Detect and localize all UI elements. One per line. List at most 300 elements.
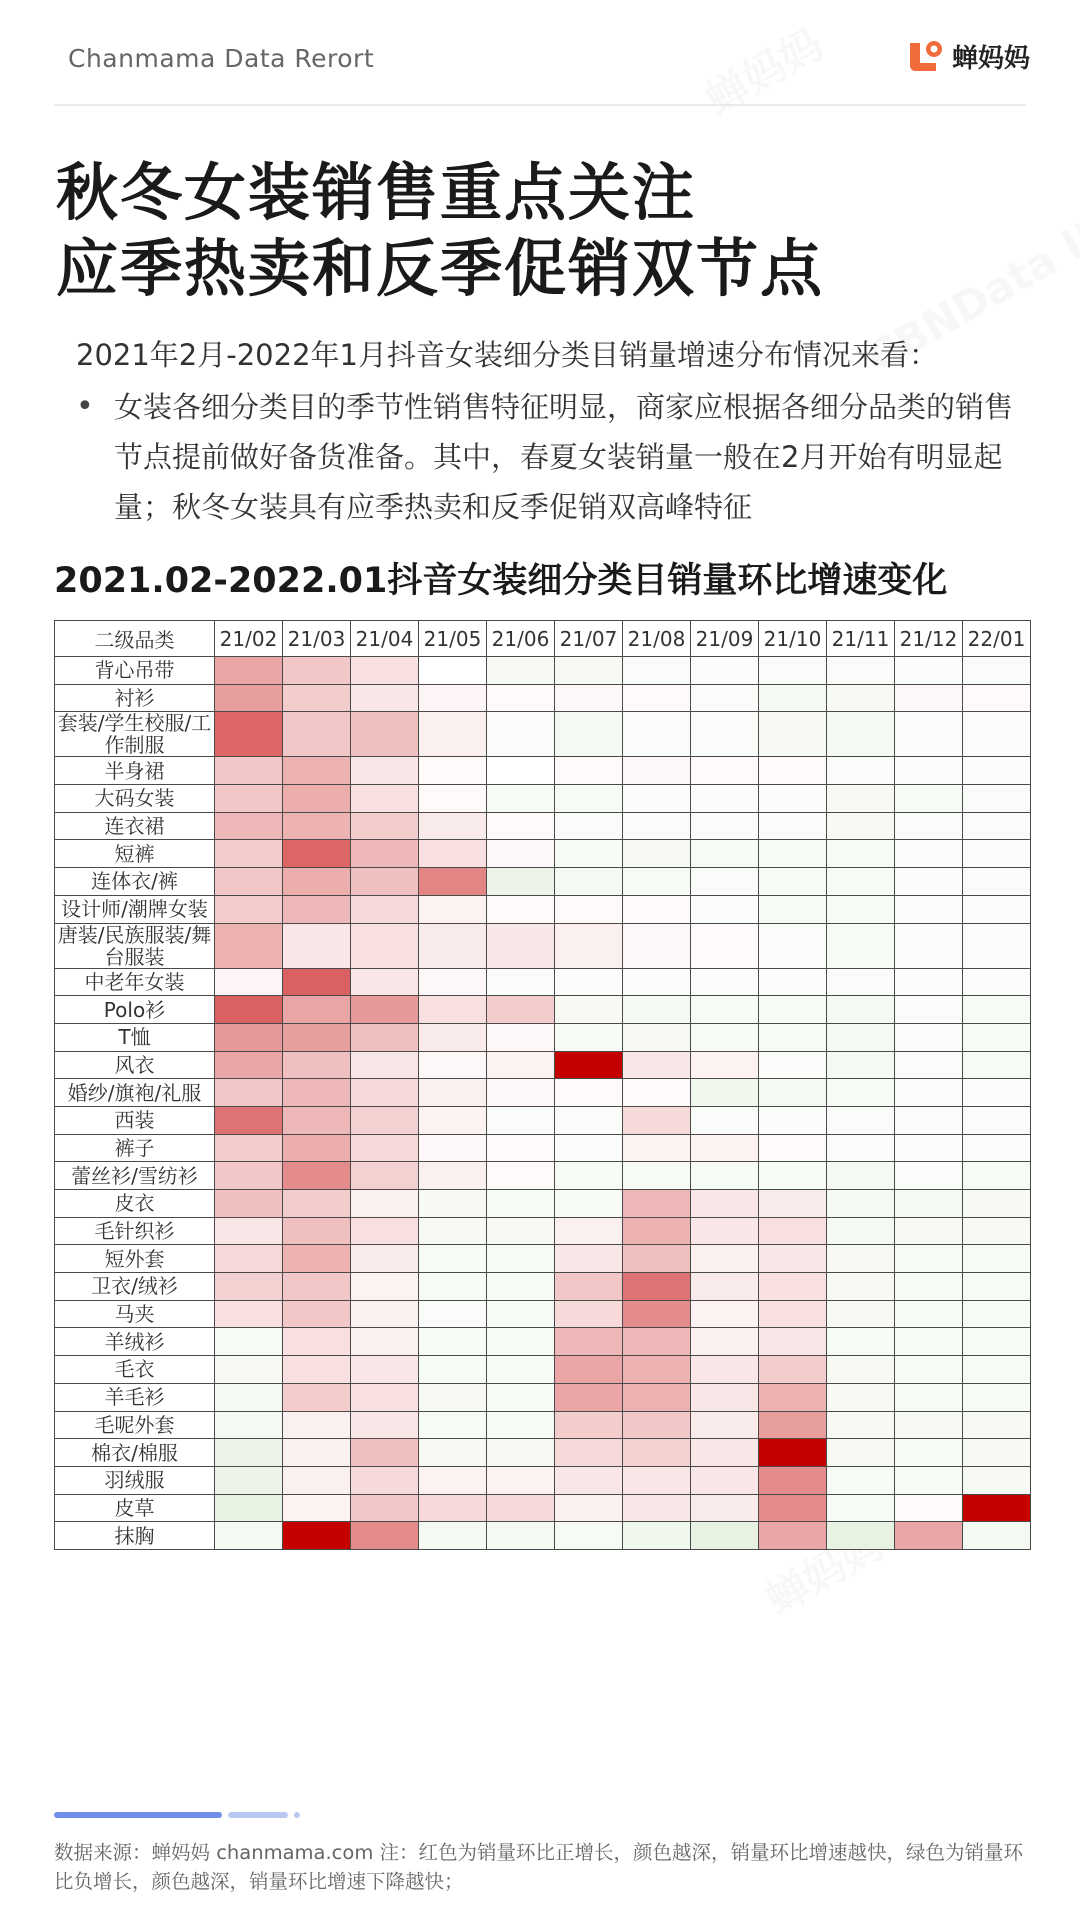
- heatmap-cell: [555, 868, 623, 896]
- heatmap-cell: [963, 1383, 1031, 1411]
- heatmap-cell: [555, 1134, 623, 1162]
- heatmap-cell: [827, 1411, 895, 1439]
- heatmap-cell: [691, 1134, 759, 1162]
- table-row: [55, 785, 1031, 813]
- heatmap-cell: [623, 757, 691, 785]
- heatmap-cell: [283, 840, 351, 868]
- heatmap-cell: [623, 1383, 691, 1411]
- heatmap-cell: [623, 1466, 691, 1494]
- heatmap-cell: [351, 1134, 419, 1162]
- heatmap-cell: [827, 1328, 895, 1356]
- heatmap-cell: [759, 712, 827, 757]
- heatmap-cell: [691, 895, 759, 923]
- heatmap-cell: [895, 1356, 963, 1384]
- heatmap-cell: [419, 1079, 487, 1107]
- table-row: [55, 1079, 1031, 1107]
- heatmap-cell: [555, 895, 623, 923]
- category-label: 衬衫: [55, 684, 215, 712]
- heatmap-cell: [215, 1383, 283, 1411]
- category-label: Polo衫: [55, 996, 215, 1024]
- heatmap-cell: [691, 1356, 759, 1384]
- heatmap-cell: [827, 968, 895, 996]
- category-label: 羊毛衫: [55, 1383, 215, 1411]
- heatmap-cell: [487, 684, 555, 712]
- heatmap-cell: [691, 868, 759, 896]
- heatmap-cell: [895, 1522, 963, 1550]
- table-row: [55, 1328, 1031, 1356]
- heatmap-cell: [759, 812, 827, 840]
- heatmap-cell: [895, 923, 963, 968]
- heatmap-cell: [759, 1217, 827, 1245]
- heatmap-cell: [623, 1051, 691, 1079]
- heatmap-cell: [691, 996, 759, 1024]
- heatmap-cell: [759, 996, 827, 1024]
- heatmap-cell: [759, 1134, 827, 1162]
- heatmap-cell: [623, 1079, 691, 1107]
- month-header: 21/07: [555, 621, 623, 657]
- heatmap-cell: [487, 1051, 555, 1079]
- category-label: 套装/学生校服/工作制服: [55, 712, 215, 757]
- heatmap-cell: [623, 923, 691, 968]
- heatmap-cell: [487, 1522, 555, 1550]
- heatmap-cell: [895, 996, 963, 1024]
- heatmap-cell: [963, 1411, 1031, 1439]
- heatmap-cell: [283, 712, 351, 757]
- category-label: 设计师/潮牌女装: [55, 895, 215, 923]
- heatmap-cell: [215, 895, 283, 923]
- heatmap-cell: [691, 684, 759, 712]
- heatmap-cell: [691, 1051, 759, 1079]
- heatmap-cell: [419, 996, 487, 1024]
- heatmap-cell: [623, 1494, 691, 1522]
- heatmap-cell: [487, 1300, 555, 1328]
- heatmap-cell: [895, 1023, 963, 1051]
- heatmap-cell: [555, 1300, 623, 1328]
- heatmap-cell: [487, 785, 555, 813]
- heatmap-cell: [623, 1217, 691, 1245]
- category-label: 连衣裙: [55, 812, 215, 840]
- heatmap-cell: [827, 1273, 895, 1301]
- heatmap-cell: [759, 1522, 827, 1550]
- heatmap-cell: [555, 996, 623, 1024]
- category-label: 皮草: [55, 1494, 215, 1522]
- heatmap-cell: [283, 895, 351, 923]
- heatmap-cell: [215, 684, 283, 712]
- table-row: [55, 895, 1031, 923]
- heatmap-cell: [555, 1466, 623, 1494]
- heatmap-cell: [555, 785, 623, 813]
- heatmap-cell: [351, 1494, 419, 1522]
- month-header: 21/08: [623, 621, 691, 657]
- heatmap-cell: [759, 1439, 827, 1467]
- heatmap-cell: [419, 1356, 487, 1384]
- heatmap-cell: [623, 712, 691, 757]
- table-row: [55, 1051, 1031, 1079]
- heatmap-cell: [963, 1300, 1031, 1328]
- heatmap-cell: [827, 1190, 895, 1218]
- heatmap-cell: [963, 895, 1031, 923]
- corner-label: 二级品类: [55, 621, 215, 657]
- heatmap-cell: [351, 1300, 419, 1328]
- heatmap-cell: [691, 657, 759, 685]
- heatmap-cell: [895, 684, 963, 712]
- category-label: 毛衣: [55, 1356, 215, 1384]
- month-header: 21/11: [827, 621, 895, 657]
- heatmap-cell: [827, 785, 895, 813]
- heatmap-cell: [487, 812, 555, 840]
- heatmap-cell: [827, 1217, 895, 1245]
- heatmap-cell: [827, 996, 895, 1024]
- heatmap-cell: [759, 1466, 827, 1494]
- heatmap-cell: [487, 1245, 555, 1273]
- heatmap-cell: [215, 1328, 283, 1356]
- heatmap-cell: [215, 1051, 283, 1079]
- heatmap-cell: [215, 923, 283, 968]
- heatmap-cell: [215, 1494, 283, 1522]
- heatmap-cell: [895, 1190, 963, 1218]
- table-row: [55, 1383, 1031, 1411]
- heatmap-cell: [215, 1356, 283, 1384]
- heatmap-cell: [963, 1079, 1031, 1107]
- heatmap-cell: [487, 1106, 555, 1134]
- heatmap-cell: [351, 812, 419, 840]
- heatmap-cell: [623, 785, 691, 813]
- heatmap-cell: [963, 1190, 1031, 1218]
- table-row: [55, 996, 1031, 1024]
- table-row: [55, 923, 1031, 968]
- heatmap-cell: [759, 895, 827, 923]
- category-label: 抹胸: [55, 1522, 215, 1550]
- heatmap-cell: [827, 684, 895, 712]
- heatmap-cell: [419, 1217, 487, 1245]
- heatmap-cell: [895, 1494, 963, 1522]
- heatmap-cell: [419, 1190, 487, 1218]
- heatmap-cell: [555, 684, 623, 712]
- month-header: 22/01: [963, 621, 1031, 657]
- table-row: [55, 1023, 1031, 1051]
- category-label: 婚纱/旗袍/礼服: [55, 1079, 215, 1107]
- heatmap-cell: [691, 1190, 759, 1218]
- heatmap-table: [54, 620, 1031, 1550]
- heatmap-cell: [691, 1411, 759, 1439]
- heatmap-cell: [351, 895, 419, 923]
- heatmap-cell: [215, 1106, 283, 1134]
- heatmap-cell: [827, 1245, 895, 1273]
- heatmap-cell: [691, 1300, 759, 1328]
- category-label: T恤: [55, 1023, 215, 1051]
- heatmap-cell: [487, 1356, 555, 1384]
- heatmap-cell: [419, 812, 487, 840]
- heatmap-cell: [759, 785, 827, 813]
- category-label: 大码女装: [55, 785, 215, 813]
- heatmap-cell: [691, 1106, 759, 1134]
- heatmap-cell: [215, 868, 283, 896]
- heatmap-cell: [555, 840, 623, 868]
- heatmap-cell: [759, 923, 827, 968]
- category-label: 中老年女装: [55, 968, 215, 996]
- heatmap-cell: [623, 1190, 691, 1218]
- heatmap-cell: [555, 1356, 623, 1384]
- footer-bar-dark: [54, 1812, 222, 1818]
- heatmap-cell: [283, 1522, 351, 1550]
- heatmap-cell: [419, 1328, 487, 1356]
- heatmap-cell: [283, 1439, 351, 1467]
- month-header: 21/09: [691, 621, 759, 657]
- heatmap-cell: [419, 1162, 487, 1190]
- heatmap-cell: [691, 923, 759, 968]
- heatmap-cell: [623, 840, 691, 868]
- heatmap-cell: [963, 1023, 1031, 1051]
- heatmap-cell: [283, 757, 351, 785]
- heatmap-cell: [555, 1411, 623, 1439]
- month-header: 21/12: [895, 621, 963, 657]
- heatmap-cell: [623, 996, 691, 1024]
- heatmap-cell: [283, 657, 351, 685]
- brand-logo: [906, 38, 1030, 75]
- month-header: 21/02: [215, 621, 283, 657]
- heatmap-cell: [827, 712, 895, 757]
- bullet-point: [76, 382, 1016, 532]
- heatmap-cell: [555, 1051, 623, 1079]
- heatmap-cell: [419, 1023, 487, 1051]
- heatmap-cell: [827, 1300, 895, 1328]
- heatmap-cell: [283, 1273, 351, 1301]
- heatmap-cell: [215, 1162, 283, 1190]
- heatmap-cell: [351, 996, 419, 1024]
- heatmap-cell: [895, 1383, 963, 1411]
- heatmap-cell: [963, 1217, 1031, 1245]
- heatmap-cell: [351, 840, 419, 868]
- heatmap-cell: [827, 1439, 895, 1467]
- heatmap-cell: [691, 785, 759, 813]
- heatmap-cell: [215, 1190, 283, 1218]
- heatmap-cell: [895, 868, 963, 896]
- heatmap-cell: [963, 684, 1031, 712]
- heatmap-cell: [487, 1023, 555, 1051]
- heatmap-cell: [759, 1328, 827, 1356]
- heatmap-cell: [895, 785, 963, 813]
- heatmap-cell: [487, 840, 555, 868]
- heatmap-cell: [623, 1522, 691, 1550]
- heatmap-cell: [895, 1079, 963, 1107]
- heatmap-cell: [487, 1079, 555, 1107]
- category-label: 半身裙: [55, 757, 215, 785]
- category-label: 蕾丝衫/雪纺衫: [55, 1162, 215, 1190]
- heatmap-cell: [283, 1051, 351, 1079]
- heatmap-cell: [623, 1300, 691, 1328]
- heatmap-cell: [895, 757, 963, 785]
- intro-text: 2021年2月-2022年1月抖音女装细分类目销量增速分布情况来看：: [76, 338, 938, 372]
- heatmap-cell: [215, 968, 283, 996]
- heatmap-cell: [963, 712, 1031, 757]
- table-row: [55, 757, 1031, 785]
- heatmap-cell: [963, 1051, 1031, 1079]
- heatmap-cell: [963, 1439, 1031, 1467]
- heatmap-cell: [623, 968, 691, 996]
- heatmap-cell: [963, 968, 1031, 996]
- heatmap-cell: [895, 840, 963, 868]
- heatmap-cell: [691, 1217, 759, 1245]
- heatmap-cell: [487, 1217, 555, 1245]
- heatmap-cell: [895, 1300, 963, 1328]
- heatmap-cell: [487, 1162, 555, 1190]
- heatmap-cell: [215, 712, 283, 757]
- heatmap-cell: [215, 1079, 283, 1107]
- heatmap-cell: [215, 1439, 283, 1467]
- heatmap-cell: [283, 1466, 351, 1494]
- heatmap-cell: [487, 968, 555, 996]
- heatmap-cell: [963, 785, 1031, 813]
- heatmap-cell: [555, 1023, 623, 1051]
- heatmap-cell: [691, 1328, 759, 1356]
- heatmap-cell: [963, 1273, 1031, 1301]
- heatmap-cell: [419, 684, 487, 712]
- heatmap-cell: [487, 895, 555, 923]
- title-line-1: 秋冬女装销售重点关注: [56, 156, 697, 229]
- heatmap-cell: [827, 1466, 895, 1494]
- heatmap-cell: [487, 996, 555, 1024]
- heatmap-cell: [623, 868, 691, 896]
- heatmap-cell: [351, 757, 419, 785]
- heatmap-cell: [555, 1245, 623, 1273]
- heatmap-cell: [283, 1134, 351, 1162]
- bullet-dot-icon: •: [76, 389, 94, 424]
- heatmap-cell: [759, 1494, 827, 1522]
- heatmap-cell: [895, 812, 963, 840]
- heatmap-cell: [487, 1411, 555, 1439]
- heatmap-cell: [487, 657, 555, 685]
- heatmap-cell: [351, 785, 419, 813]
- heatmap-cell: [215, 1134, 283, 1162]
- heatmap-cell: [419, 1300, 487, 1328]
- heatmap-cell: [963, 923, 1031, 968]
- heatmap-cell: [691, 840, 759, 868]
- table-row: [55, 868, 1031, 896]
- heatmap-cell: [691, 1522, 759, 1550]
- table-row: [55, 1162, 1031, 1190]
- category-label: 西装: [55, 1106, 215, 1134]
- heatmap-cell: [895, 1245, 963, 1273]
- heatmap-cell: [895, 1106, 963, 1134]
- heatmap-cell: [351, 868, 419, 896]
- heatmap-cell: [623, 1328, 691, 1356]
- heatmap-cell: [351, 1162, 419, 1190]
- heatmap-cell: [691, 1439, 759, 1467]
- heatmap-cell: [215, 1411, 283, 1439]
- heatmap-cell: [487, 868, 555, 896]
- heatmap-cell: [895, 1466, 963, 1494]
- heatmap-cell: [419, 1245, 487, 1273]
- heatmap-cell: [827, 1051, 895, 1079]
- heatmap-cell: [623, 1134, 691, 1162]
- heatmap-cell: [419, 657, 487, 685]
- heatmap-cell: [623, 1411, 691, 1439]
- heatmap-cell: [623, 1273, 691, 1301]
- heatmap-cell: [283, 923, 351, 968]
- heatmap-cell: [283, 1162, 351, 1190]
- heatmap-cell: [351, 1383, 419, 1411]
- heatmap-cell: [419, 840, 487, 868]
- heatmap-cell: [351, 1023, 419, 1051]
- heatmap-cell: [283, 996, 351, 1024]
- footer-bar-dot: [294, 1812, 300, 1818]
- heatmap-cell: [691, 1494, 759, 1522]
- heatmap-cell: [419, 968, 487, 996]
- heatmap-cell: [487, 1439, 555, 1467]
- heatmap-cell: [963, 1162, 1031, 1190]
- month-header: 21/03: [283, 621, 351, 657]
- heatmap-cell: [691, 1383, 759, 1411]
- heatmap-cell: [759, 1023, 827, 1051]
- heatmap-cell: [759, 1300, 827, 1328]
- month-header: 21/04: [351, 621, 419, 657]
- table-row: [55, 1300, 1031, 1328]
- heatmap-cell: [963, 1494, 1031, 1522]
- heatmap-cell: [623, 1162, 691, 1190]
- heatmap-cell: [283, 1494, 351, 1522]
- heatmap-cell: [351, 923, 419, 968]
- heatmap-cell: [215, 840, 283, 868]
- heatmap-cell: [419, 1494, 487, 1522]
- heatmap-cell: [827, 923, 895, 968]
- category-label: 风衣: [55, 1051, 215, 1079]
- heatmap-cell: [487, 1328, 555, 1356]
- heatmap-cell: [215, 1273, 283, 1301]
- heatmap-cell: [759, 1245, 827, 1273]
- heatmap-cell: [895, 712, 963, 757]
- heatmap-cell: [895, 1411, 963, 1439]
- heatmap-cell: [895, 657, 963, 685]
- heatmap-header-row: [55, 621, 1031, 657]
- heatmap-cell: [555, 1273, 623, 1301]
- heatmap-cell: [419, 1273, 487, 1301]
- heatmap-cell: [827, 1383, 895, 1411]
- heatmap-cell: [283, 1023, 351, 1051]
- heatmap-cell: [283, 1245, 351, 1273]
- heatmap-cell: [759, 1273, 827, 1301]
- heatmap-cell: [759, 757, 827, 785]
- heatmap-cell: [895, 1439, 963, 1467]
- heatmap-cell: [283, 785, 351, 813]
- heatmap-cell: [487, 1494, 555, 1522]
- heatmap-cell: [963, 812, 1031, 840]
- heatmap-cell: [555, 1079, 623, 1107]
- table-row: [55, 657, 1031, 685]
- heatmap-cell: [419, 1051, 487, 1079]
- category-label: 连体衣/裤: [55, 868, 215, 896]
- category-label: 短裤: [55, 840, 215, 868]
- heatmap-cell: [555, 968, 623, 996]
- table-row: [55, 1439, 1031, 1467]
- bullet-text: 女装各细分类目的季节性销售特征明显，商家应根据各细分品类的销售节点提前做好备货准备。其中，春夏女装销量一般在2月开始有明显起量；秋冬女装具有应季热卖和反季促销双高峰特征: [114, 390, 1014, 524]
- heatmap-cell: [283, 1356, 351, 1384]
- category-label: 羊绒衫: [55, 1328, 215, 1356]
- heatmap-cell: [555, 1162, 623, 1190]
- heatmap-cell: [351, 684, 419, 712]
- month-header: 21/05: [419, 621, 487, 657]
- heatmap-cell: [691, 1162, 759, 1190]
- table-row: [55, 1134, 1031, 1162]
- heatmap-cell: [759, 1411, 827, 1439]
- heatmap-cell: [895, 895, 963, 923]
- table-row: [55, 684, 1031, 712]
- table-row: [55, 1273, 1031, 1301]
- table-row: [55, 812, 1031, 840]
- footer-bar-light: [228, 1812, 288, 1818]
- heatmap-cell: [555, 1383, 623, 1411]
- heatmap-cell: [419, 712, 487, 757]
- heatmap-cell: [759, 1162, 827, 1190]
